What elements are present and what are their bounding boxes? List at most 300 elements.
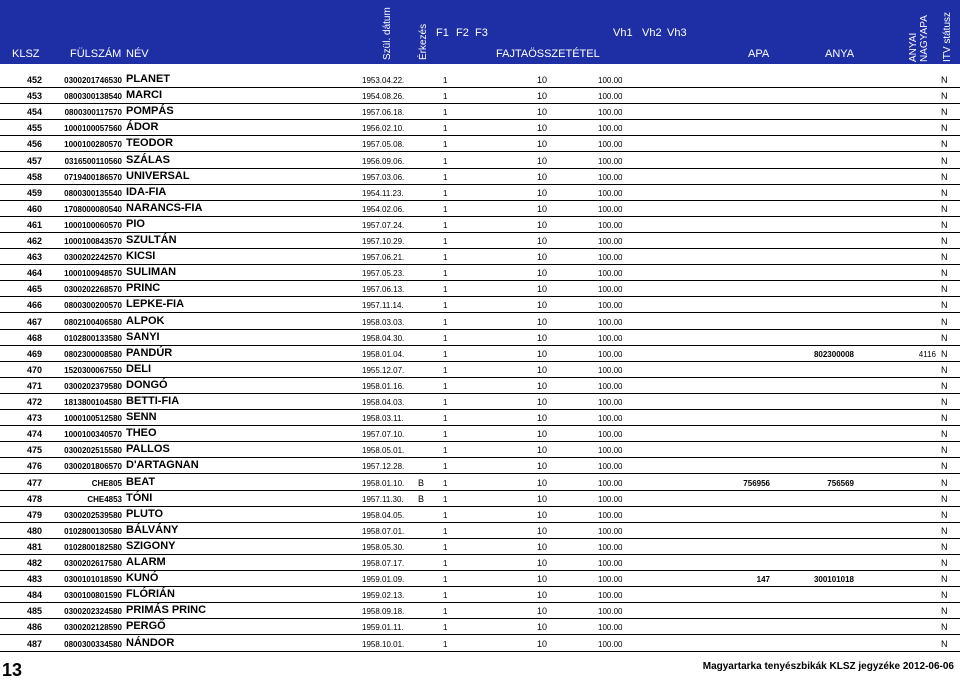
cell-fulszam: 1000100057560	[64, 124, 122, 134]
cell-f1: 1	[443, 414, 448, 424]
cell-nev: PANDÚR	[126, 346, 173, 359]
cell-f1: 1	[443, 478, 448, 488]
table-row	[0, 297, 960, 313]
cell-f1: 1	[443, 462, 448, 472]
cell-szul-datum: 1957.05.23.	[362, 269, 405, 279]
cell-szazalek: 100.00	[598, 124, 623, 134]
col-szul-datum: Szül. dátum	[382, 7, 393, 60]
table-row	[0, 314, 960, 330]
cell-nev: IDA-FIA	[126, 185, 167, 198]
table-row	[0, 362, 960, 378]
cell-klsz: 464	[26, 268, 42, 279]
cell-fulszam: 1520300067550	[64, 365, 122, 375]
cell-f1: 1	[443, 591, 448, 601]
cell-klsz: 460	[26, 203, 42, 214]
cell-szul-datum: 1954.02.06.	[362, 204, 405, 214]
cell-fajta: 10	[537, 461, 548, 472]
cell-f1: 1	[443, 526, 448, 536]
cell-szazalek: 100.00	[598, 494, 623, 504]
cell-nev: PLANET	[126, 73, 170, 85]
cell-itv-statusz: N	[941, 139, 948, 150]
col-klsz: KLSZ	[12, 48, 40, 60]
cell-fulszam: 0300202242570	[64, 253, 122, 263]
cell-erkezes: B	[418, 493, 425, 504]
cell-nev: KICSI	[126, 250, 156, 263]
cell-f1: 1	[443, 623, 448, 633]
cell-fajta: 10	[537, 107, 548, 118]
table-row	[0, 185, 960, 201]
cell-nev: POMPÁS	[126, 105, 174, 118]
cell-nev: NÁNDOR	[126, 636, 175, 649]
cell-fajta: 10	[537, 268, 548, 279]
cell-anya: 300101018	[813, 575, 854, 585]
cell-szazalek: 100.00	[598, 76, 623, 85]
cell-fajta: 10	[537, 622, 548, 633]
col-vh1: Vh1	[613, 27, 633, 39]
cell-fajta: 10	[537, 139, 548, 150]
cell-fulszam: 0800300200570	[64, 301, 122, 311]
cell-szazalek: 100.00	[598, 559, 623, 568]
cell-itv-statusz: N	[941, 219, 948, 230]
cell-itv-statusz: N	[941, 284, 948, 295]
cell-klsz: 475	[26, 445, 42, 456]
table-row	[0, 88, 960, 104]
cell-itv-statusz: N	[941, 268, 948, 279]
cell-szazalek: 100.00	[598, 156, 623, 166]
cell-klsz: 462	[26, 236, 42, 246]
table-row	[0, 442, 960, 458]
table-row	[0, 458, 960, 474]
cell-fajta: 10	[537, 316, 548, 327]
cell-fulszam: 1000100340570	[64, 430, 122, 440]
cell-szul-datum: 1953.04.22.	[362, 76, 405, 85]
col-vh3: Vh3	[667, 27, 687, 39]
cell-klsz: 473	[26, 413, 42, 424]
cell-szazalek: 100.00	[598, 365, 623, 375]
cell-fajta: 10	[537, 380, 548, 391]
cell-fulszam: 0300100801590	[64, 591, 122, 601]
cell-szul-datum: 1958.04.30.	[362, 333, 405, 343]
cell-szul-datum: 1954.11.23.	[362, 188, 404, 198]
cell-fulszam: 1000100948570	[64, 269, 122, 279]
cell-fajta: 10	[537, 445, 548, 456]
cell-itv-statusz: N	[941, 364, 948, 375]
cell-szazalek: 100.00	[598, 140, 623, 150]
cell-fajta: 10	[537, 155, 548, 166]
cell-fajta: 10	[537, 574, 548, 585]
col-fajtaosszetetel: FAJTAÖSSZETÉTEL	[496, 48, 600, 60]
cell-itv-statusz: N	[941, 252, 948, 263]
cell-fulszam: 1708000080540	[64, 204, 122, 214]
cell-f1: 1	[443, 237, 448, 246]
cell-klsz: 452	[26, 75, 42, 85]
cell-szazalek: 100.00	[598, 478, 623, 488]
table-row	[0, 507, 960, 523]
cell-klsz: 476	[26, 461, 42, 472]
cell-anya: 802300008	[813, 349, 854, 359]
cell-fulszam: 0300202128590	[64, 623, 122, 633]
cell-szazalek: 100.00	[598, 510, 623, 520]
cell-itv-statusz: N	[941, 397, 948, 407]
cell-klsz: 478	[26, 493, 42, 504]
cell-itv-statusz: N	[941, 574, 948, 585]
cell-nev: PRINC	[126, 282, 161, 295]
cell-fajta: 10	[537, 284, 548, 295]
table-row	[0, 523, 960, 539]
table-row	[0, 346, 960, 362]
table-row	[0, 619, 960, 635]
cell-anya: 756569	[827, 478, 854, 488]
cell-itv-statusz: N	[941, 638, 948, 649]
cell-nev: PLUTO	[126, 507, 164, 520]
cell-szul-datum: 1957.06.13.	[362, 285, 405, 295]
cell-itv-statusz: N	[941, 203, 948, 214]
cell-f1: 1	[443, 381, 448, 391]
cell-nev: ALPOK	[126, 314, 165, 327]
cell-nev: PERGŐ	[126, 620, 166, 633]
cell-nev: SZIGONY	[126, 539, 176, 552]
cell-nev: BEAT	[126, 475, 156, 488]
cell-fulszam: CHE805	[91, 478, 122, 488]
cell-fajta: 10	[537, 558, 548, 568]
cell-szul-datum: 1958.03.03.	[362, 317, 405, 327]
cell-fulszam: CHE4853	[87, 494, 122, 504]
cell-szazalek: 100.00	[598, 430, 623, 440]
cell-klsz: 469	[26, 348, 42, 359]
cell-fajta: 10	[537, 332, 548, 343]
cell-szazalek: 100.00	[598, 349, 623, 359]
cell-szul-datum: 1957.07.24.	[362, 220, 405, 230]
cell-szazalek: 100.00	[598, 204, 623, 214]
cell-f1: 1	[443, 430, 448, 440]
cell-klsz: 474	[26, 429, 42, 440]
cell-klsz: 455	[26, 123, 42, 134]
cell-szazalek: 100.00	[598, 333, 623, 343]
cell-itv-statusz: N	[941, 525, 948, 536]
table-row	[0, 120, 960, 136]
cell-itv-statusz: N	[941, 236, 948, 246]
table-row	[0, 265, 960, 281]
cell-fulszam: 0300201806570	[64, 462, 122, 472]
cell-szazalek: 100.00	[598, 285, 623, 295]
cell-fulszam: 0800300334580	[64, 639, 122, 649]
cell-f1: 1	[443, 124, 448, 134]
cell-itv-statusz: N	[941, 541, 948, 552]
cell-nev: PIO	[126, 217, 145, 230]
cell-klsz: 465	[26, 284, 42, 295]
cell-fulszam: 0300202324580	[64, 607, 122, 617]
cell-fulszam: 0802100406580	[64, 317, 122, 327]
col-vh2: Vh2	[642, 27, 662, 39]
cell-klsz: 457	[26, 155, 42, 166]
cell-itv-statusz: N	[941, 75, 948, 85]
cell-fajta: 10	[537, 300, 548, 311]
cell-nev: TÓNI	[126, 491, 153, 504]
cell-szul-datum: 1959.01.09.	[362, 575, 405, 585]
col-f1: F1	[436, 27, 449, 39]
cell-szul-datum: 1957.11.30.	[362, 494, 404, 504]
col-itv-statusz: ITV státusz	[942, 11, 953, 62]
cell-szul-datum: 1957.06.21.	[362, 253, 405, 263]
cell-klsz: 481	[26, 541, 42, 552]
cell-fulszam: 1000100060570	[64, 220, 122, 230]
cell-szul-datum: 1958.07.17.	[362, 559, 405, 568]
cell-f1: 1	[443, 269, 448, 279]
cell-szazalek: 100.00	[598, 188, 623, 198]
col-erkezes: Érkezés	[418, 23, 429, 60]
cell-itv-statusz: N	[941, 429, 948, 440]
cell-szul-datum: 1958.03.11.	[362, 414, 404, 424]
cell-f1: 1	[443, 446, 448, 456]
cell-f1: 1	[443, 542, 448, 552]
cell-fulszam: 1000100280570	[64, 140, 122, 150]
cell-klsz: 458	[26, 171, 42, 182]
cell-klsz: 468	[26, 332, 42, 343]
cell-szazalek: 100.00	[598, 108, 623, 118]
cell-klsz: 480	[26, 525, 42, 536]
cell-szul-datum: 1957.06.18.	[362, 108, 405, 118]
cell-itv-statusz: N	[941, 509, 948, 520]
cell-fajta: 10	[537, 541, 548, 552]
cell-nev: SENN	[126, 411, 157, 424]
cell-nev: SANYI	[126, 330, 160, 343]
cell-fajta: 10	[537, 429, 548, 440]
cell-itv-statusz: N	[941, 558, 948, 568]
cell-itv-statusz: N	[941, 316, 948, 327]
table-row	[0, 153, 960, 169]
cell-fajta: 10	[537, 75, 548, 85]
cell-f1: 1	[443, 204, 448, 214]
cell-szul-datum: 1959.02.13.	[362, 591, 405, 601]
table-row	[0, 281, 960, 297]
cell-klsz: 466	[26, 300, 42, 311]
cell-erkezes: B	[418, 477, 425, 488]
cell-nev: LEPKE-FIA	[126, 298, 185, 311]
cell-fulszam: 1000100843570	[64, 237, 122, 246]
cell-klsz: 456	[26, 139, 42, 150]
cell-nev: ALARM	[126, 556, 166, 568]
cell-fajta: 10	[537, 348, 548, 359]
cell-f1: 1	[443, 301, 448, 311]
cell-itv-statusz: N	[941, 493, 948, 504]
cell-nev: FLÓRIÁN	[126, 588, 175, 601]
cell-fulszam: 0300101018590	[64, 575, 122, 585]
cell-f1: 1	[443, 494, 448, 504]
cell-szul-datum: 1955.12.07.	[362, 365, 405, 375]
table-row	[0, 378, 960, 394]
cell-klsz: 453	[26, 91, 42, 102]
cell-klsz: 486	[26, 622, 42, 633]
cell-fulszam: 1813800104580	[64, 398, 122, 407]
cell-fajta: 10	[537, 123, 548, 134]
cell-szul-datum: 1957.07.10.	[362, 430, 405, 440]
cell-szazalek: 100.00	[598, 92, 623, 102]
col-apa: APA	[748, 48, 770, 60]
cell-klsz: 454	[26, 107, 42, 118]
cell-szazalek: 100.00	[598, 639, 623, 649]
cell-szazalek: 100.00	[598, 526, 623, 536]
cell-f1: 1	[443, 156, 448, 166]
cell-szul-datum: 1956.02.10.	[362, 124, 405, 134]
cell-klsz: 484	[26, 590, 42, 601]
cell-szazalek: 100.00	[598, 542, 623, 552]
cell-fajta: 10	[537, 252, 548, 263]
table-row	[0, 136, 960, 152]
cell-fajta: 10	[537, 203, 548, 214]
cell-nev: THEO	[126, 427, 157, 440]
cell-szul-datum: 1959.01.11.	[362, 623, 404, 633]
cell-fulszam: 0300201746530	[64, 76, 122, 85]
cell-itv-statusz: N	[941, 380, 948, 391]
cell-nev: TEODOR	[126, 137, 174, 150]
cell-klsz: 459	[26, 187, 42, 198]
cell-itv-statusz: N	[941, 187, 948, 198]
cell-fajta: 10	[537, 171, 548, 182]
cell-f1: 1	[443, 285, 448, 295]
table-header	[0, 0, 960, 64]
cell-nev: UNIVERSAL	[126, 169, 190, 182]
cell-szul-datum: 1958.10.01.	[362, 639, 405, 649]
table-row	[0, 426, 960, 442]
cell-nev: SZÁLAS	[126, 153, 170, 166]
cell-szul-datum: 1957.05.08.	[362, 140, 405, 150]
cell-nev: KUNÓ	[126, 572, 159, 585]
table-row	[0, 571, 960, 587]
cell-szul-datum: 1958.05.30.	[362, 542, 405, 552]
cell-szul-datum: 1957.11.14.	[362, 301, 404, 311]
cell-szazalek: 100.00	[598, 220, 623, 230]
col-fulszam: FÜLSZÁM	[70, 48, 122, 60]
table-row	[0, 72, 960, 88]
cell-nev: ÁDOR	[126, 121, 159, 134]
cell-szul-datum: 1958.04.03.	[362, 398, 405, 407]
cell-f1: 1	[443, 559, 448, 568]
cell-fulszam: 0102800130580	[64, 526, 122, 536]
cell-szazalek: 100.00	[598, 446, 623, 456]
cell-szazalek: 100.00	[598, 398, 623, 407]
cell-klsz: 483	[26, 574, 42, 585]
cell-f1: 1	[443, 575, 448, 585]
cell-szazalek: 100.00	[598, 414, 623, 424]
cell-nev: DONGÓ	[126, 378, 168, 391]
col-f2: F2	[456, 27, 469, 39]
cell-klsz: 470	[26, 364, 42, 375]
cell-itv-statusz: N	[941, 413, 948, 424]
col-anyai-nagyapa: ANYAI NAGYAPA	[908, 15, 930, 62]
col-nev: NÉV	[126, 48, 149, 60]
cell-szul-datum: 1958.01.04.	[362, 349, 405, 359]
cell-szazalek: 100.00	[598, 253, 623, 263]
table-row	[0, 201, 960, 217]
cell-szazalek: 100.00	[598, 381, 623, 391]
cell-szul-datum: 1958.07.01.	[362, 526, 405, 536]
cell-fulszam: 0719400186570	[64, 172, 122, 182]
cell-itv-statusz: N	[941, 155, 948, 166]
cell-szazalek: 100.00	[598, 575, 623, 585]
cell-fulszam: 0300202379580	[64, 381, 122, 391]
cell-fajta: 10	[537, 493, 548, 504]
table-row	[0, 587, 960, 603]
cell-f1: 1	[443, 349, 448, 359]
cell-szul-datum: 1954.08.26.	[362, 92, 405, 102]
table-row	[0, 169, 960, 185]
cell-itv-statusz: N	[941, 590, 948, 601]
cell-fajta: 10	[537, 413, 548, 424]
cell-klsz: 471	[26, 380, 42, 391]
cell-szul-datum: 1957.03.06.	[362, 172, 405, 182]
cell-f1: 1	[443, 333, 448, 343]
table-row	[0, 410, 960, 426]
cell-szul-datum: 1958.04.05.	[362, 510, 405, 520]
page-number: 13	[2, 660, 23, 680]
cell-fajta: 10	[537, 187, 548, 198]
cell-itv-statusz: N	[941, 91, 948, 102]
cell-fulszam: 0300202268570	[64, 285, 122, 295]
cell-fajta: 10	[537, 477, 548, 488]
cell-szul-datum: 1956.09.06.	[362, 156, 405, 166]
col-anya: ANYA	[825, 48, 855, 60]
cell-fulszam: 0800300135540	[64, 188, 122, 198]
cell-f1: 1	[443, 140, 448, 150]
cell-f1: 1	[443, 188, 448, 198]
cell-nev: D'ARTAGNAN	[126, 459, 199, 472]
footer-title: Magyartarka tenyészbikák KLSZ jegyzéke 2012-06-06	[702, 661, 954, 672]
cell-itv-statusz: N	[941, 332, 948, 343]
cell-klsz: 472	[26, 397, 42, 407]
cell-anyai-nagyapa: 4116	[918, 349, 936, 359]
cell-itv-statusz: N	[941, 171, 948, 182]
cell-itv-statusz: N	[941, 123, 948, 134]
cell-szazalek: 100.00	[598, 237, 623, 246]
cell-fajta: 10	[537, 397, 548, 407]
cell-szazalek: 100.00	[598, 172, 623, 182]
cell-f1: 1	[443, 253, 448, 263]
cell-apa: 147	[756, 575, 770, 585]
table-row	[0, 636, 960, 652]
col-f3: F3	[475, 27, 488, 39]
cell-f1: 1	[443, 510, 448, 520]
cell-fulszam: 0300202515580	[64, 446, 122, 456]
cell-apa: 756956	[743, 478, 770, 488]
cell-szazalek: 100.00	[598, 269, 623, 279]
cell-klsz: 487	[26, 638, 42, 649]
cell-szul-datum: 1958.09.18.	[362, 607, 405, 617]
cell-fajta: 10	[537, 590, 548, 601]
cell-itv-statusz: N	[941, 300, 948, 311]
cell-klsz: 467	[26, 316, 42, 327]
table-row	[0, 394, 960, 410]
table-row	[0, 603, 960, 619]
cell-nev: SULIMAN	[126, 266, 177, 279]
cell-klsz: 485	[26, 606, 42, 617]
cell-nev: NARANCS-FIA	[126, 201, 203, 214]
cell-f1: 1	[443, 317, 448, 327]
cell-fajta: 10	[537, 606, 548, 617]
table-row	[0, 330, 960, 346]
cell-nev: PRIMÁS PRINC	[126, 604, 207, 617]
cell-fajta: 10	[537, 91, 548, 102]
cell-fajta: 10	[537, 525, 548, 536]
cell-szazalek: 100.00	[598, 462, 623, 472]
cell-fulszam: 0300202539580	[64, 510, 122, 520]
cell-f1: 1	[443, 398, 448, 407]
cell-f1: 1	[443, 76, 448, 85]
cell-klsz: 477	[26, 477, 42, 488]
cell-szazalek: 100.00	[598, 607, 623, 617]
cell-f1: 1	[443, 92, 448, 102]
cell-itv-statusz: N	[941, 348, 948, 359]
cell-szul-datum: 1958.01.10.	[362, 478, 405, 488]
